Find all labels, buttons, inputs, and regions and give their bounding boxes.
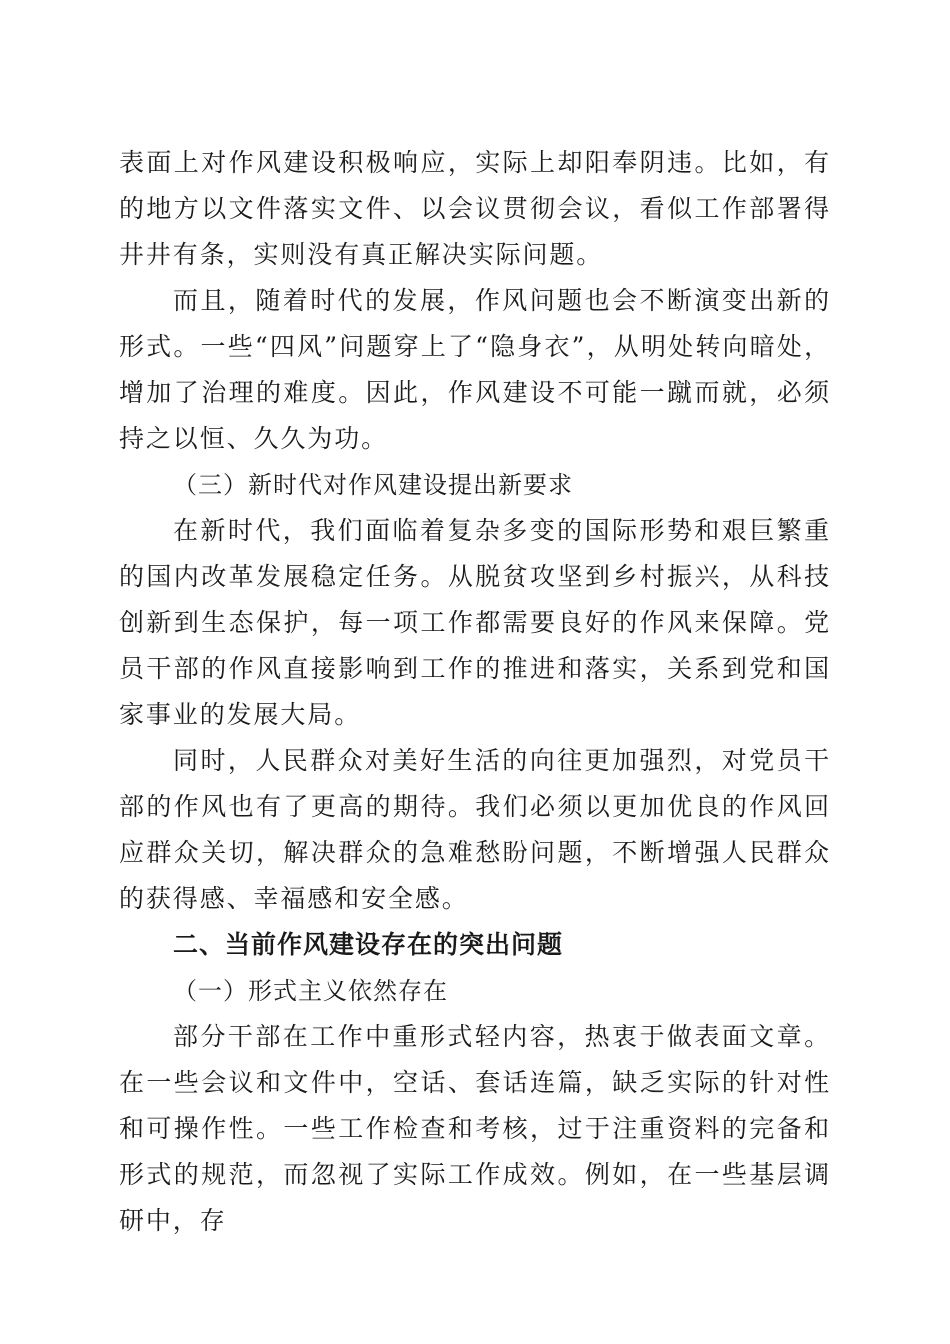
subsection-heading: （一）形式主义依然存在 — [173, 977, 448, 1005]
paragraph: 在新时代，我们面临着复杂多变的国际形势和艰巨繁重的国内改革发展稳定任务。从脱贫攻坚到乡村振兴，从科技创新到生态保护，每一项工作都需要良好的作风来保障。党员干部的作风直接影响到工作的推进和落实，关系到党和国家事业的发展大局。 — [119, 516, 831, 729]
section-heading: 二、当前作风建设存在的突出问题 — [173, 930, 564, 959]
paragraph: 同时，人民群众对美好生活的向往更加强烈，对党员干部的作风也有了更高的期待。我们必须以更加优良的作风回应群众关切，解决群众的急难愁盼问题，不断增强人民群众的获得感、幸福感和安全感。 — [119, 746, 831, 913]
paragraph: 而且，随着时代的发展，作风问题也会不断演变出新的形式。一些“四风”问题穿上了“隐身衣”，从明处转向暗处，增加了治理的难度。因此，作风建设不可能一蹴而就，必须持之以恒、久久为功。 — [119, 286, 831, 453]
document-body — [119, 140, 831, 1244]
subsection-heading: （三）新时代对作风建设提出新要求 — [173, 471, 573, 499]
paragraph-continuation: 表面上对作风建设积极响应，实际上却阳奉阴违。比如，有的地方以文件落实文件、以会议贯彻会议，看似工作部署得井井有条，实则没有真正解决实际问题。 — [119, 148, 831, 269]
paragraph: 部分干部在工作中重形式轻内容，热衷于做表面文章。在一些会议和文件中，空话、套话连篇，缺乏实际的针对性和可操作性。一些工作检查和考核，过于注重资料的完备和形式的规范，而忽视了实际工作成效。例如，在一些基层调研中，存 — [119, 1022, 831, 1235]
